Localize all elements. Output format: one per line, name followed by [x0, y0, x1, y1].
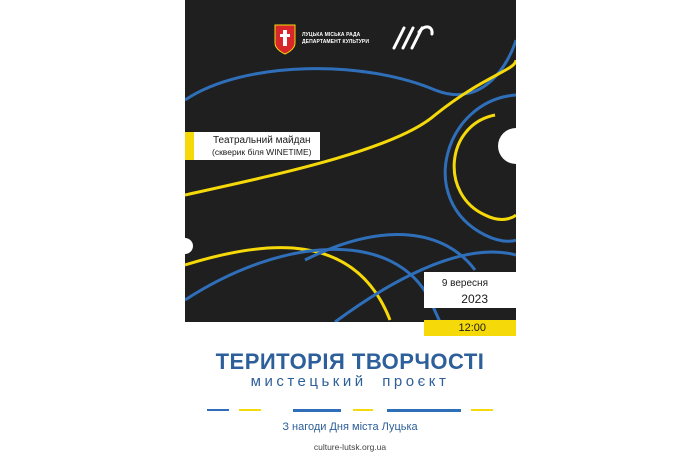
time-badge: [424, 320, 516, 336]
coat-of-arms-icon: [274, 23, 296, 55]
tagline: З нагоди Дня міста Луцька: [282, 421, 418, 433]
event-year: 2023: [461, 292, 488, 306]
location-subtitle: (скверик біля WINETIME): [212, 146, 312, 157]
event-title: ТЕРИТОРІЯ ТВОРЧОСТІ: [215, 349, 485, 374]
event-subtitle: мистецький проєкт: [250, 373, 450, 390]
white-circle-left: [185, 238, 193, 254]
council-logo: [274, 22, 369, 56]
dashed-divider: [207, 409, 493, 413]
website-link[interactable]: culture-lutsk.org.ua: [313, 442, 387, 452]
department-name: ДЕПАРТАМЕНТ КУЛЬТУРИ: [302, 39, 370, 45]
event-date: 9 вересня: [441, 278, 488, 289]
location-accent-bar: [185, 132, 194, 160]
location-title: Театральний майдан: [212, 134, 311, 146]
location-label: [185, 132, 320, 160]
white-circle-right: [498, 128, 516, 164]
event-time: 12:00: [458, 322, 486, 334]
date-badge: [424, 272, 516, 308]
theatre-logo-icon: [390, 22, 436, 52]
council-name: ЛУЦЬКА МІСЬКА РАДА: [302, 32, 361, 38]
